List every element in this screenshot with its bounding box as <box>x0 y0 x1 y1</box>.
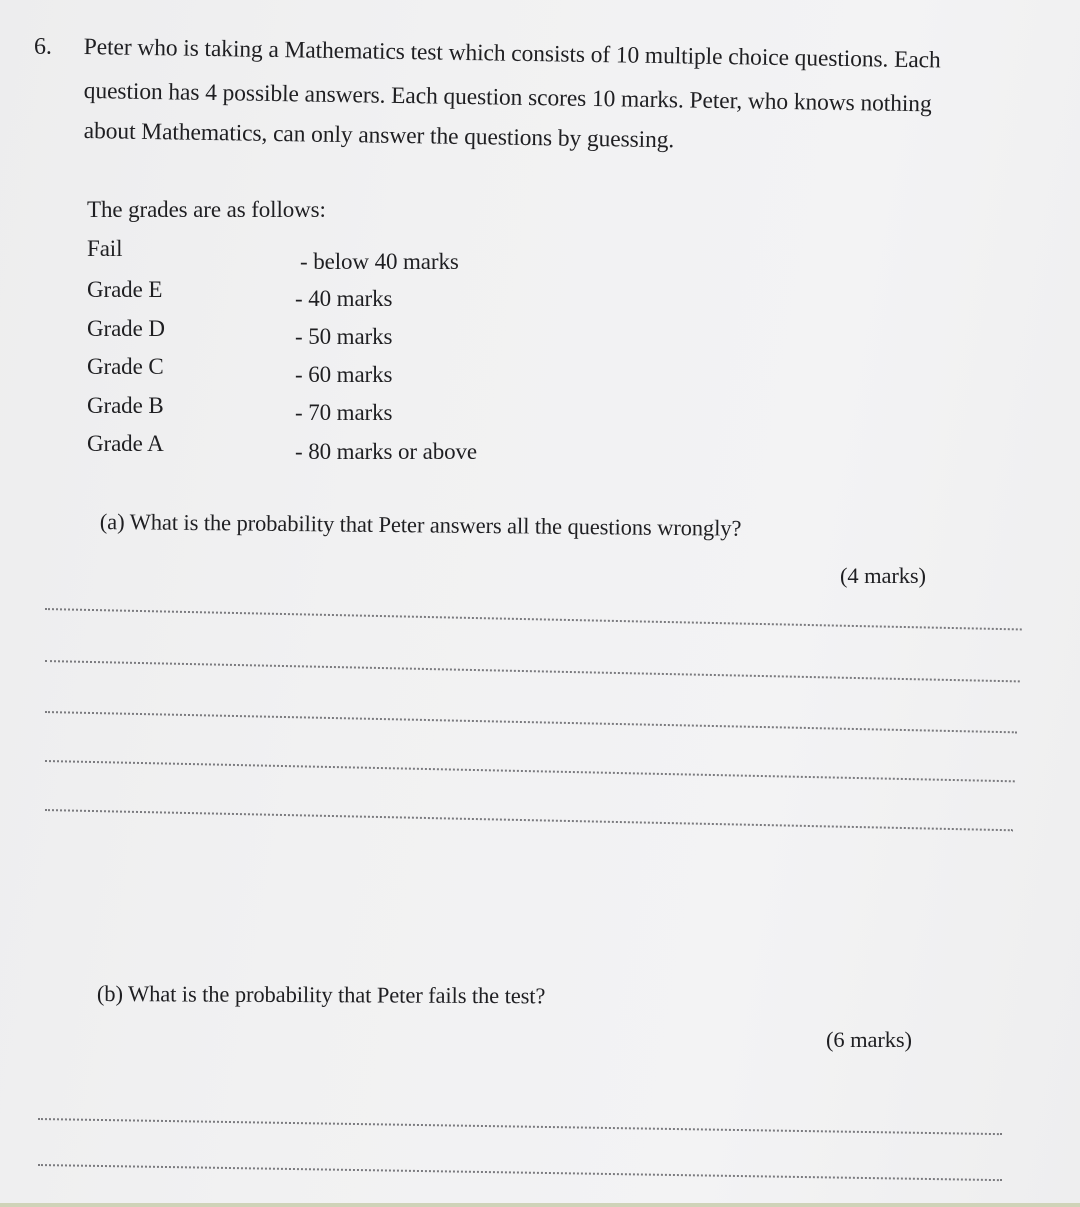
grade-range: - 50 marks <box>295 324 393 349</box>
grade-name: Grade B <box>87 393 164 418</box>
grade-name: Grade A <box>87 431 164 456</box>
grade-name: Fail <box>87 236 123 261</box>
question-intro-line-1: Peter who is taking a Mathematics test which consists of 10 multiple choice questions. Each <box>83 34 941 74</box>
part-b-question: (b) What is the probability that Peter fails the test? <box>96 981 546 1009</box>
answer-line <box>38 1164 1002 1181</box>
grades-heading: The grades are as follows: <box>87 197 326 222</box>
question-number: 6. <box>34 34 52 60</box>
question-intro-line-3: about Mathematics, can only answer the questions by guessing. <box>83 118 675 154</box>
answer-line <box>45 760 1015 782</box>
answer-line <box>45 711 1017 733</box>
answer-line <box>38 1118 1002 1135</box>
grade-range: - 40 marks <box>295 286 393 311</box>
question-intro-line-2: question has 4 possible answers. Each question scores 10 marks. Peter, who knows nothing <box>83 78 932 118</box>
part-b-marks: (6 marks) <box>826 1027 912 1052</box>
grade-range: - 60 marks <box>295 362 393 387</box>
part-a-question: (a) What is the probability that Peter answers all the questions wrongly? <box>99 509 742 541</box>
grade-name: Grade E <box>87 277 163 302</box>
answer-line <box>45 608 1022 630</box>
grade-name: Grade D <box>87 316 165 341</box>
grade-range: - 70 marks <box>295 400 393 425</box>
answer-line <box>45 660 1020 682</box>
answer-line <box>45 809 1013 831</box>
grade-range: - below 40 marks <box>300 249 459 274</box>
grade-range: - 80 marks or above <box>295 439 478 464</box>
part-a-marks: (4 marks) <box>840 563 926 588</box>
page-bottom-edge <box>0 1203 1080 1207</box>
grade-name: Grade C <box>87 354 164 379</box>
